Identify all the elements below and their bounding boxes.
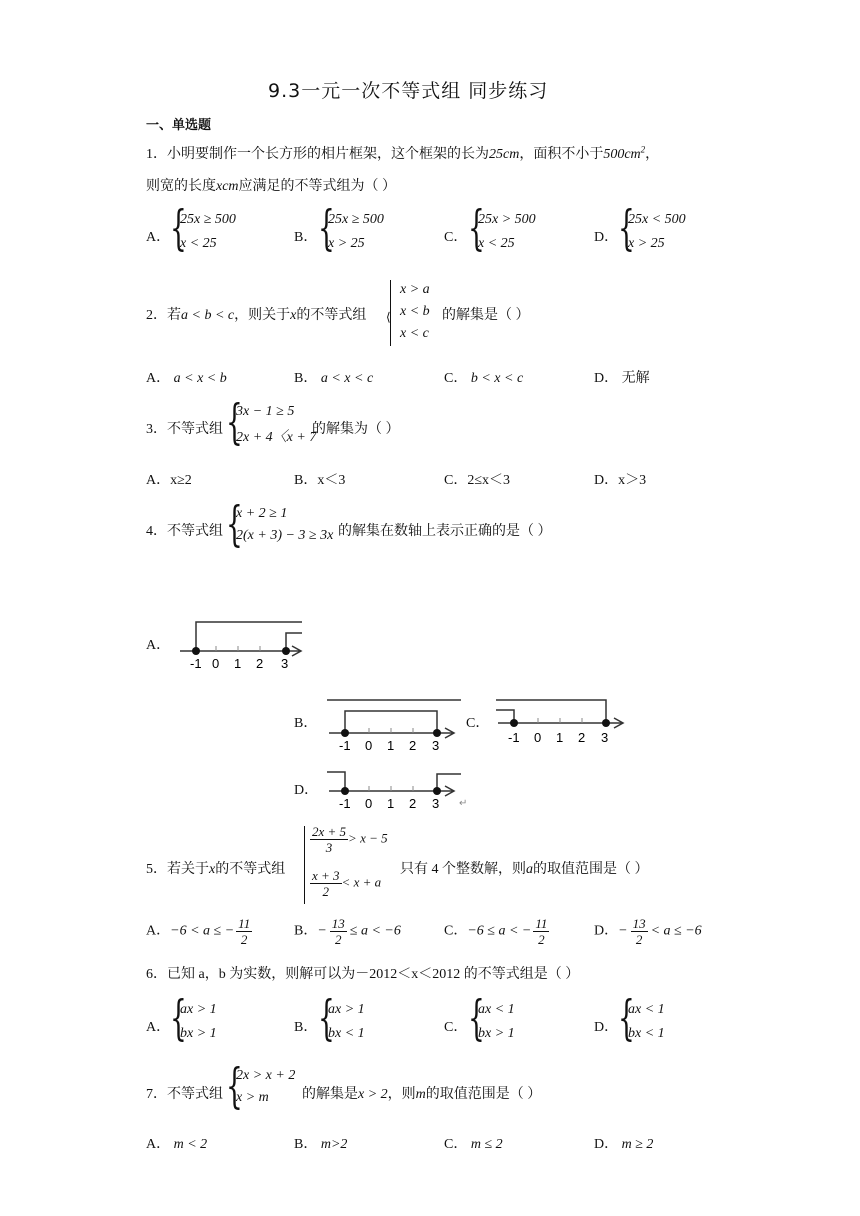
q7-option-a[interactable]: A． m < 2 — [146, 1137, 208, 1152]
section-heading: 一、单选题 — [146, 118, 212, 133]
tick-label: 0 — [212, 656, 220, 671]
q3-option-a[interactable]: A．x≥2 — [146, 473, 192, 488]
tick-label: 0 — [365, 796, 373, 811]
tick-label: 3 — [432, 738, 440, 752]
question-4-text: 4．不等式组 — [146, 524, 223, 539]
q5-option-c[interactable]: C．−6 ≤ a < − $\frac{11}{2}$ — [444, 916, 548, 947]
return-mark-icon: ↵ — [459, 798, 468, 809]
question-5-text: 5．若关于x的不等式组 — [146, 862, 286, 877]
question-1-line-2: 则宽的长度xcm应满足的不等式组为（ ） — [146, 179, 397, 194]
tick-label: -1 — [508, 730, 520, 745]
question-7-text-end: 的解集是x > 2，则m的取值范围是（ ） — [302, 1087, 542, 1102]
q7-option-b[interactable]: B． m>2 — [294, 1137, 348, 1152]
q3-option-d[interactable]: D．x＞3 — [594, 473, 647, 488]
q4-option-a-numberline[interactable] — [176, 618, 306, 674]
question-4-text-end: 的解集在数轴上表示正确的是（ ） — [338, 524, 552, 539]
q3-option-b[interactable]: B．x＜3 — [294, 473, 346, 488]
q2-option-c[interactable]: C． b < x < c — [444, 371, 524, 386]
q2-option-b[interactable]: B． a < x < c — [294, 371, 374, 386]
tick-label: 0 — [365, 738, 373, 752]
q3-option-c[interactable]: C．2≤x＜3 — [444, 473, 511, 488]
tick-label: 1 — [387, 796, 395, 811]
tick-label: 3 — [601, 730, 609, 745]
q4-option-c-label[interactable]: C． — [466, 716, 490, 731]
tick-label: 2 — [578, 730, 586, 745]
question-1-line-1: 1．小明要制作一个长方形的相片框架，这个框架的长为25cm，面积不小于$500cm^2$， — [146, 144, 660, 162]
q4-option-a-label[interactable]: A． — [146, 638, 171, 653]
q4-option-d-numberline[interactable] — [325, 766, 485, 812]
tick-label: 1 — [556, 730, 564, 745]
q4-option-c-numberline[interactable] — [494, 696, 634, 752]
q7-option-d[interactable]: D． m ≥ 2 — [594, 1137, 654, 1152]
q4-option-b-label[interactable]: B． — [294, 716, 318, 731]
question-7-text: 7．不等式组 — [146, 1087, 223, 1102]
q4-option-d-label[interactable]: D． — [294, 783, 319, 798]
tick-label: 3 — [432, 796, 440, 811]
q4-option-b-numberline[interactable] — [325, 696, 465, 752]
tick-label: 1 — [387, 738, 395, 752]
tick-label: 2 — [409, 796, 417, 811]
question-3-text: 3．不等式组 — [146, 422, 223, 437]
tick-label: -1 — [339, 796, 351, 811]
tick-label: -1 — [190, 656, 202, 671]
q2-option-d[interactable]: D． 无解 — [594, 371, 650, 386]
q5-option-b[interactable]: B．− $\frac{13}{2}$ ≤ a < −6 — [294, 916, 401, 947]
tick-label: 2 — [409, 738, 417, 752]
tick-label: 0 — [534, 730, 542, 745]
tick-label: 3 — [281, 656, 289, 671]
tick-label: 1 — [234, 656, 242, 671]
q5-option-a[interactable]: A．−6 < a ≤ − $\frac{11}{2}$ — [146, 916, 251, 947]
question-2-text-end: 的解集是（ ） — [442, 308, 530, 323]
question-3-text-end: 的解集为（ ） — [312, 422, 400, 437]
question-5-text-end: 只有 4 个整数解，则a的取值范围是（ ） — [400, 862, 649, 877]
page-title: 9.3一元一次不等式组 同步练习 — [268, 80, 549, 102]
question-2-text: 2．若a < b < c，则关于x的不等式组 — [146, 308, 367, 323]
question-6-text: 6．已知 a，b 为实数，则解可以为－2012＜x＜2012 的不等式组是（ ） — [146, 967, 580, 982]
q5-option-d[interactable]: D．− $\frac{13}{2}$ < a ≤ −6 — [594, 916, 702, 947]
tick-label: -1 — [339, 738, 351, 752]
q7-option-c[interactable]: C． m ≤ 2 — [444, 1137, 503, 1152]
tick-label: 2 — [256, 656, 264, 671]
q2-option-a[interactable]: A． a < x < b — [146, 371, 227, 386]
